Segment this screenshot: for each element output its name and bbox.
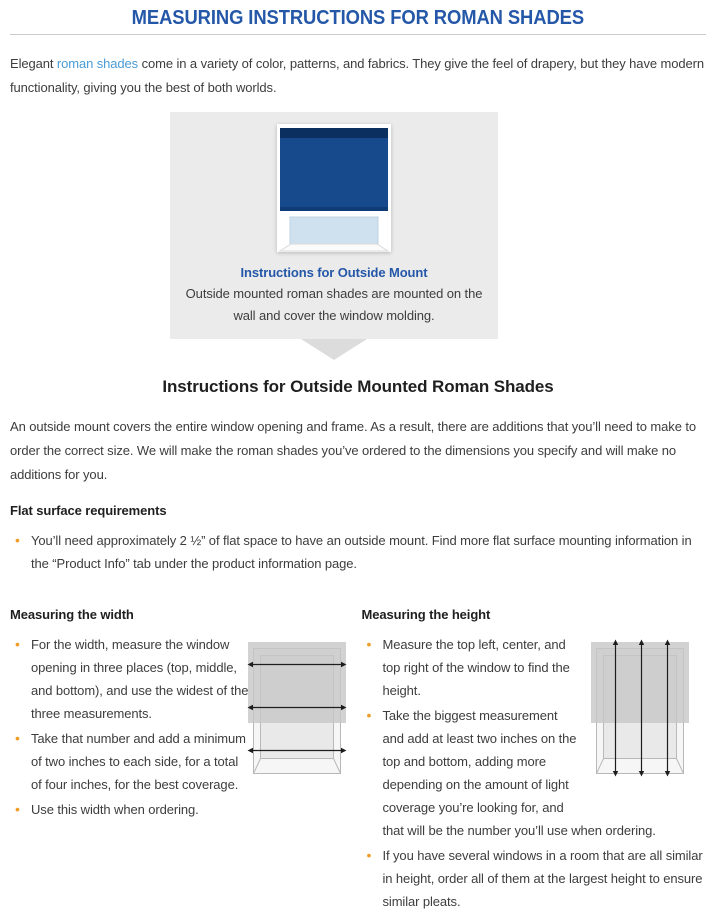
height-column-body	[362, 633, 707, 913]
list-item: • You’ll need approximately 2 ½” of flat space to have an outside mount. Find more flat surface mounting information in the “Product Info” tab under the product information page.	[10, 529, 706, 575]
width-column-body	[10, 633, 355, 821]
roman-shade-image	[277, 124, 391, 252]
width-diagram-svg	[247, 639, 347, 777]
flat-surface-list	[10, 529, 706, 575]
list-item: • Take that number and add a minimum of two inches to each side, for a total of four inches, for the best coverage.	[10, 727, 252, 796]
height-list	[362, 633, 707, 913]
width-column	[10, 591, 355, 915]
width-list	[10, 633, 252, 821]
roman-shade-illustration	[277, 124, 391, 252]
callout-pointer-icon	[301, 339, 367, 360]
title-divider	[10, 34, 706, 35]
roman-shades-link[interactable]: roman shades	[56, 56, 139, 71]
section-heading: Instructions for Outside Mounted Roman Shades	[162, 377, 554, 396]
measuring-instructions-page	[0, 6, 716, 915]
list-item: • If you have several windows in a room that are all similar in height, order all of them at the largest height to ensure similar pleats.	[362, 844, 707, 913]
measuring-columns	[10, 591, 706, 915]
list-item: • For the width, measure the window opening in three places (top, middle, and bottom), and use the widest of the three measurements.	[10, 633, 252, 725]
outside-mount-link[interactable]: Instructions for Outside Mount	[240, 265, 428, 280]
callout-box	[170, 112, 498, 339]
intro-pre: Elegant	[10, 56, 57, 71]
flat-surface-heading: Flat surface requirements	[10, 503, 167, 518]
measuring-width-heading: Measuring the width	[10, 607, 134, 622]
page-title: MEASURING INSTRUCTIONS FOR ROMAN SHADES	[131, 7, 585, 29]
list-item: • Use this width when ordering.	[10, 798, 252, 821]
height-column	[362, 591, 707, 915]
measuring-height-heading: Measuring the height	[361, 607, 491, 622]
section-paragraph: An outside mount covers the entire window opening and frame. As a result, there are additions that you’ll need to make to order the correct size. We will make the roman shades you’ve ordered to the dimensions you specify and will make no additions for you.	[10, 419, 696, 482]
width-measure-diagram	[247, 639, 347, 777]
callout-description: Outside mounted roman shades are mounted on the wall and cover the window molding.	[185, 286, 483, 323]
list-item: • Measure the top left, center, and top right of the window to find the height.	[362, 633, 707, 702]
callout-wrap	[170, 112, 498, 360]
intro-paragraph	[10, 52, 706, 100]
intro-post: come in a variety of color, patterns, and fabrics. They give the feel of drapery, but they have modern functionality, giving you the best of both worlds.	[10, 56, 704, 95]
list-item: • Take the biggest measurement and add at least two inches on the top and bottom, adding more depending on the amount of light coverage you’re looking for, and that will be the number you’ll use when ordering.	[362, 704, 707, 842]
